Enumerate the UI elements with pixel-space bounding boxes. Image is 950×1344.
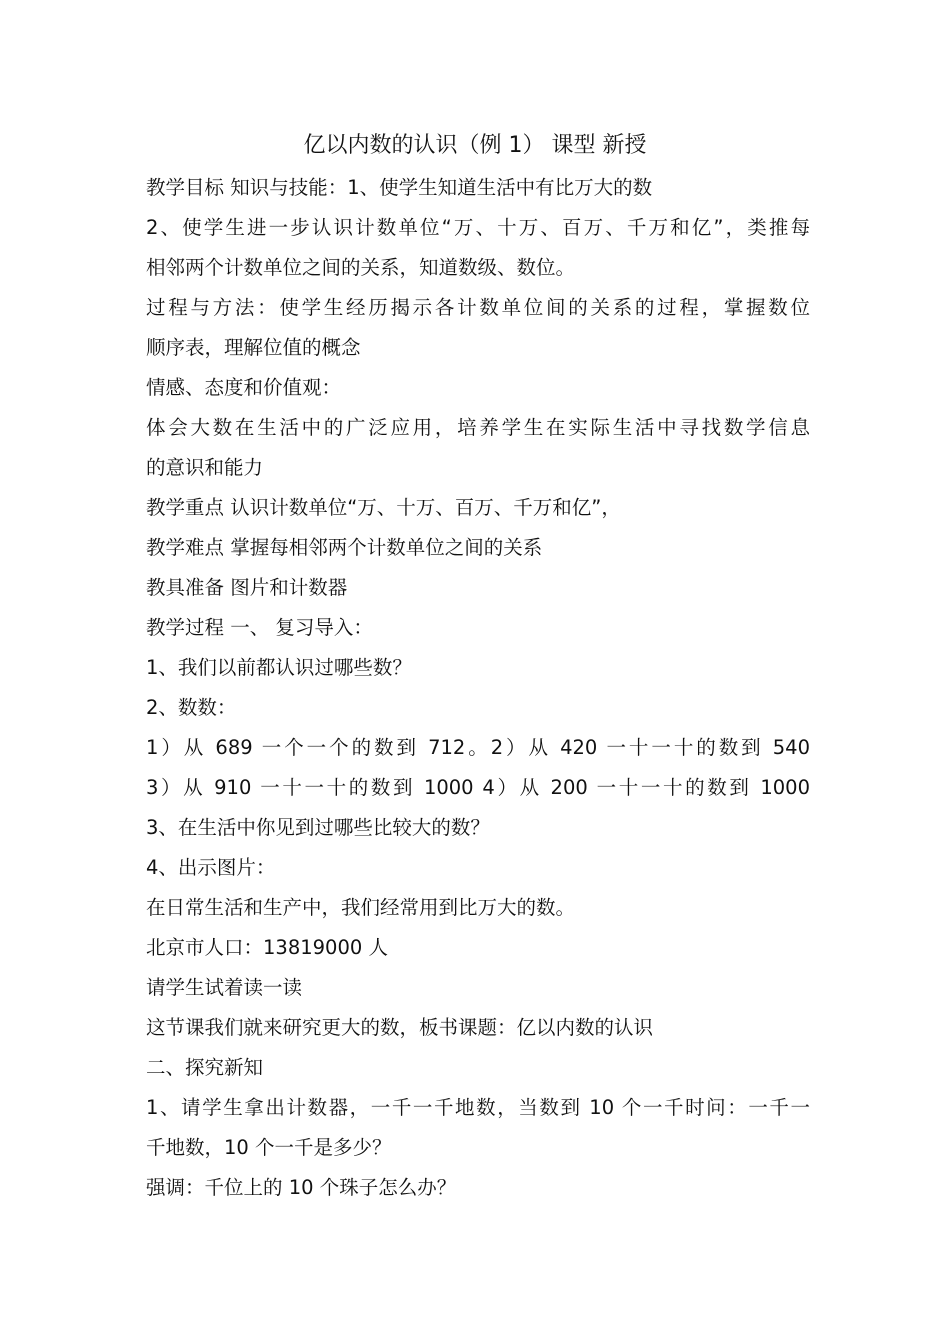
text-line: 顺序表，理解位值的概念 — [146, 336, 361, 359]
text-line: 千地数，10 个一千是多少？ — [146, 1136, 392, 1159]
document-title: 亿以内数的认识（例 1） 课型 新授 — [303, 133, 647, 158]
text-line: 请学生试着读一读 — [146, 976, 303, 999]
text-line: 二、探究新知 — [146, 1056, 264, 1079]
text-line: 教学重点 认识计数单位“万、十万、百万、千万和亿”， — [146, 496, 621, 519]
text-line: 北京市人口：13819000 人 — [146, 936, 388, 959]
text-line: 教学难点 掌握每相邻两个计数单位之间的关系 — [146, 536, 543, 559]
text-line: 这节课我们就来研究更大的数，板书课题：亿以内数的认识 — [146, 1016, 654, 1039]
text-line: 教学过程 一、 复习导入： — [146, 616, 373, 639]
text-line: 2、数数： — [146, 696, 237, 719]
text-line: 1）从 689 一个一个的数到 712。2）从 420 一十一十的数到 540 — [146, 736, 810, 759]
text-line: 教学目标 知识与技能：1、使学生知道生活中有比万大的数 — [146, 176, 653, 199]
text-line: 情感、态度和价值观： — [146, 376, 342, 399]
text-line: 过程与方法：使学生经历揭示各计数单位间的关系的过程，掌握数位 — [146, 296, 810, 319]
text-line: 教具准备 图片和计数器 — [146, 576, 348, 599]
text-line: 强调：千位上的 10 个珠子怎么办？ — [146, 1176, 457, 1199]
text-line: 的意识和能力 — [146, 456, 264, 479]
text-line: 相邻两个计数单位之间的关系，知道数级、数位。 — [146, 256, 576, 279]
text-line: 2、使学生进一步认识计数单位“万、十万、百万、千万和亿”，类推每 — [146, 216, 810, 239]
text-line: 1、我们以前都认识过哪些数？ — [146, 656, 412, 679]
text-line: 在日常生活和生产中，我们经常用到比万大的数。 — [146, 896, 576, 919]
text-line: 4、出示图片： — [146, 856, 276, 879]
text-line: 体会大数在生活中的广泛应用，培养学生在实际生活中寻找数学信息 — [146, 416, 810, 439]
text-line: 3）从 910 一十一十的数到 1000 4）从 200 一十一十的数到 1000 — [146, 776, 810, 799]
text-line: 3、在生活中你见到过哪些比较大的数？ — [146, 816, 490, 839]
document-body — [146, 168, 810, 1208]
text-line: 1、请学生拿出计数器，一千一千地数，当数到 10 个一千时问：一千一 — [146, 1096, 810, 1119]
